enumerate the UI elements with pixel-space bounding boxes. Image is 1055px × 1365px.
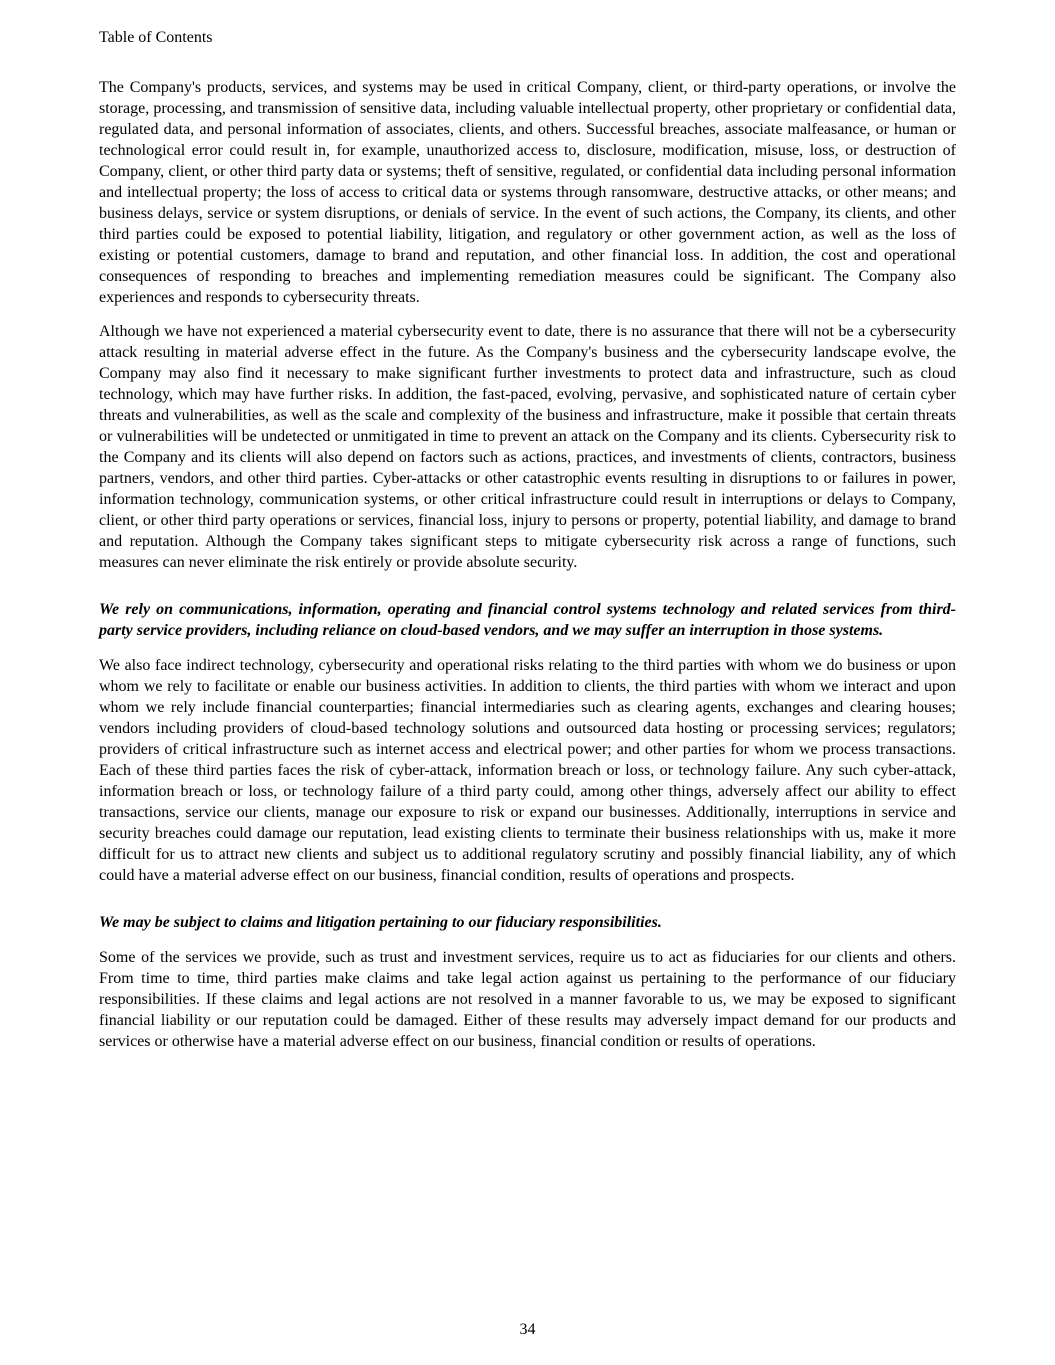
risk-heading-third-party-systems: We rely on communications, information, operating and financial control systems technology and related services from third-party service providers, including reliance on cloud-based vendors, and we may suffer an interruption in those systems. xyxy=(99,601,956,639)
paragraph-cybersecurity-landscape: Although we have not experienced a material cybersecurity event to date, there is no assurance that there will not be a cybersecurity attack resulting in material adverse effect in the future. As the Company's business and the cybersecurity landscape evolve, the Company may also find it necessary to make significant further investments to protect data and infrastructure, such as cloud technology, which may have further risks. In addition, the fast-paced, evolving, pervasive, and sophisticated nature of certain cyber threats and vulnerabilities, as well as the scale and complexity of the business and infrastructure, make it possible that certain threats or vulnerabilities will be undetected or unmitigated in time to prevent an attack on the Company and its clients. Cybersecurity risk to the Company and its clients will also depend on factors such as actions, practices, and investments of clients, contractors, business partners, vendors, and other third parties. Cyber-attacks or other catastrophic events resulting in disruptions to or failures in power, information technology, communication systems, or other critical infrastructure could result in interruptions or delays to Company, client, or other third party operations or services, financial loss, injury to persons or property, potential liability, and damage to brand and reputation. Although the Company takes significant steps to mitigate cybersecurity risk across a range of functions, such measures can never eliminate the risk entirely or provide absolute security. xyxy=(99,323,956,571)
paragraph-cybersecurity-consequences: The Company's products, services, and systems may be used in critical Company, client, or third-party operations, or involve the storage, processing, and transmission of sensitive data, including valuable intellectual property, other proprietary or confidential data, regulated data, and personal information of associates, clients, and others. Successful breaches, associate malfeasance, or human or technological error could result in, for example, unauthorized access to, disclosure, modification, misuse, loss, or destruction of Company, client, or other third party data or systems; theft of sensitive, regulated, or confidential data including personal information and intellectual property; the loss of access to critical data or systems through ransomware, destructive attacks, or other means; and business delays, service or system disruptions, or denials of service. In the event of such actions, the Company, its clients, and other third parties could be exposed to potential liability, litigation, and regulatory or other government action, as well as the loss of existing or potential customers, damage to brand and reputation, and other financial loss. In addition, the cost and operational consequences of responding to breaches and implementing remediation measures could be significant. The Company also experiences and responds to cybersecurity threats. xyxy=(99,79,956,306)
risk-heading-fiduciary-claims: We may be subject to claims and litigation pertaining to our fiduciary responsibilities. xyxy=(99,914,662,931)
paragraph-fiduciary-services: Some of the services we provide, such as trust and investment services, require us to act as fiduciaries for our clients and others. From time to time, third parties make claims and take legal action against us pertaining to the performance of our fiduciary responsibilities. If these claims and legal actions are not resolved in a manner favorable to us, we may be exposed to significant financial liability or our reputation could be damaged. Either of these results may adversely impact demand for our products and services or otherwise have a material adverse effect on our business, financial condition or results of operations. xyxy=(99,949,956,1050)
document-content xyxy=(99,28,956,1065)
page-number: 34 xyxy=(519,1321,536,1338)
paragraph-third-party-risks: We also face indirect technology, cybersecurity and operational risks relating to the third parties with whom we do business or upon whom we rely to facilitate or enable our business activities. In addition to clients, the third parties with whom we interact and upon whom we rely include financial counterparties; financial intermediaries such as clearing agents, exchanges and clearing houses; vendors including providers of cloud-based technology solutions and outsourced data hosting or processing services; regulators; providers of critical infrastructure such as internet access and electrical power; and other parties for whom we process transactions. Each of these third parties faces the risk of cyber-attack, information breach or loss, or technology failure. Any such cyber-attack, information breach or loss, or technology failure of a third party could, among other things, adversely affect our ability to effect transactions, service our clients, manage our exposure to risk or expand our businesses. Additionally, interruptions in service and security breaches could damage our reputation, lead existing clients to terminate their business relationships with us, make it more difficult for us to attract new clients and subject us to additional regulatory scrutiny and possibly financial liability, any of which could have a material adverse effect on our business, financial condition, results of operations and prospects. xyxy=(99,657,956,884)
table-of-contents-link[interactable]: Table of Contents xyxy=(99,29,213,46)
